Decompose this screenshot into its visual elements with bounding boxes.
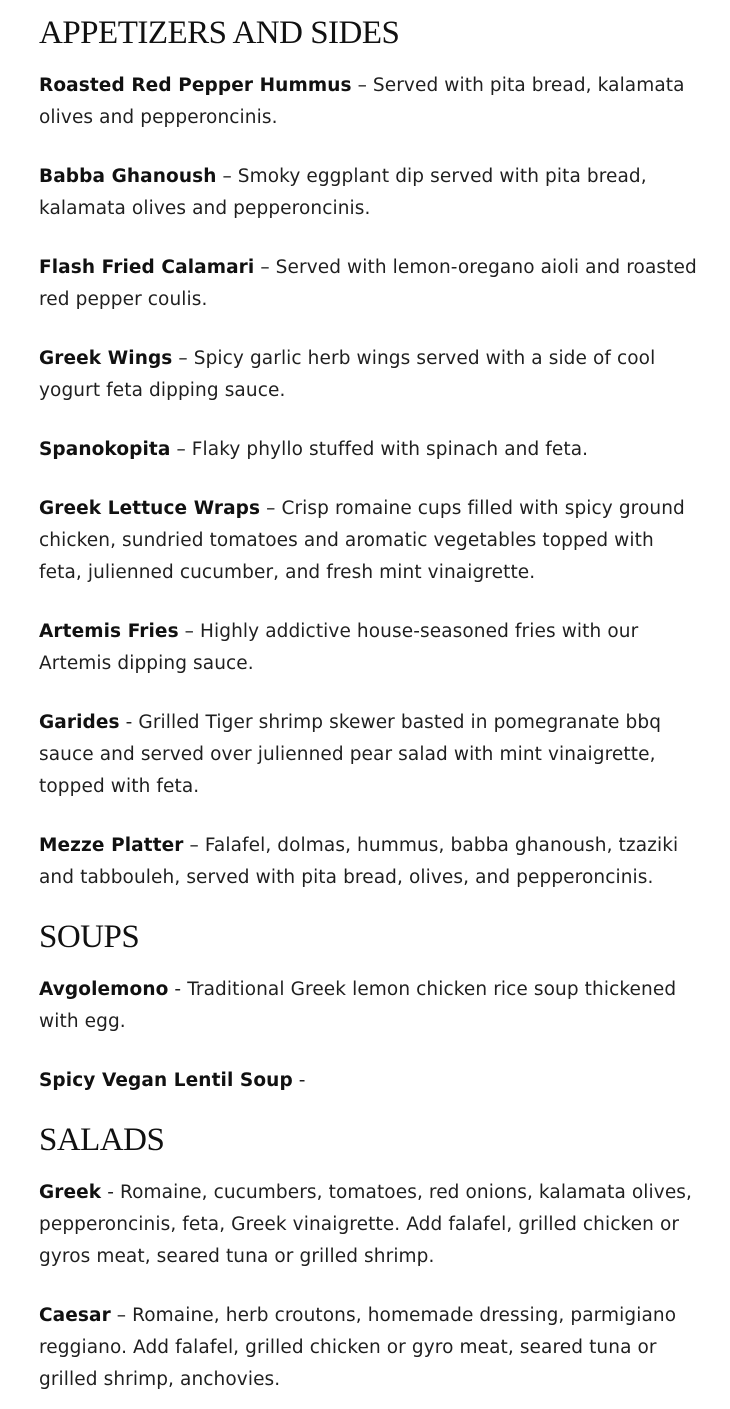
menu-item (39, 1300, 700, 1396)
menu-item (39, 493, 700, 589)
item-description: Smoky eggplant dip served with pita bread, kalamata olives and pepperoncinis. (39, 166, 647, 219)
menu-item (39, 343, 700, 407)
item-separator: – (351, 75, 373, 96)
item-description: Romaine, cucumbers, tomatoes, red onions, kalamata olives, pepperoncinis, feta, Greek vinaigrette. Add falafel, grilled chicken or gyros meat, seared tuna or grilled shrimp. (39, 1182, 693, 1267)
item-name: Avgolemono (39, 979, 169, 1000)
section-title-salads: SALADS (39, 1122, 165, 1158)
item-description: Flaky phyllo stuffed with spinach and feta. (191, 439, 589, 460)
item-name: Spicy Vegan Lentil Soup (39, 1070, 293, 1091)
item-separator: – (170, 439, 192, 460)
menu-item (39, 70, 700, 134)
item-name: Greek Wings (39, 348, 173, 369)
item-description: Romaine, herb croutons, homemade dressing, parmigiano reggiano. Add falafel, grilled chicken or gyro meat, seared tuna or grilled shrimp, anchovies. (39, 1305, 677, 1390)
section-title-appetizers: APPETIZERS AND SIDES (39, 15, 400, 51)
item-name: Garides (39, 712, 120, 733)
item-description: Highly addictive house-seasoned fries with our Artemis dipping sauce. (39, 621, 639, 674)
menu-item (39, 707, 700, 803)
item-description: Spicy garlic herb wings served with a side of cool yogurt feta dipping sauce. (39, 348, 656, 401)
soups-section (39, 918, 700, 1097)
item-name: Artemis Fries (39, 621, 179, 642)
item-name: Greek (39, 1182, 102, 1203)
appetizers-section (39, 14, 700, 894)
item-name: Roasted Red Pepper Hummus (39, 75, 352, 96)
item-separator: - (168, 979, 188, 1000)
menu-item (39, 252, 700, 316)
item-description: Traditional Greek lemon chicken rice soup thickened with egg. (39, 979, 677, 1032)
item-name: Flash Fried Calamari (39, 257, 255, 278)
item-separator: – (172, 348, 194, 369)
item-description: Crisp romaine cups filled with spicy ground chicken, sundried tomatoes and aromatic vegetables topped with feta, julienned cucumber, and fresh mint vinaigrette. (39, 498, 685, 583)
menu-item (39, 974, 700, 1038)
item-separator: - (292, 1070, 306, 1091)
item-name: Babba Ghanoush (39, 166, 217, 187)
item-separator: - (119, 712, 139, 733)
menu-item (39, 830, 700, 894)
item-description: Grilled Tiger shrimp skewer basted in pomegranate bbq sauce and served over julienned pear salad with mint vinaigrette, topped with feta. (39, 712, 662, 797)
item-description: Falafel, dolmas, hummus, babba ghanoush, tzaziki and tabbouleh, served with pita bread, olives, and pepperoncinis. (39, 835, 679, 888)
menu-item (39, 1065, 700, 1097)
item-separator: – (110, 1305, 133, 1326)
item-separator: - (101, 1182, 120, 1203)
item-separator: – (178, 621, 200, 642)
item-name: Caesar (39, 1305, 111, 1326)
section-title-soups: SOUPS (39, 919, 140, 955)
item-name: Greek Lettuce Wraps (39, 498, 261, 519)
menu-item (39, 1177, 700, 1273)
salads-section (39, 1121, 700, 1396)
menu-item (39, 434, 700, 466)
item-separator: – (183, 835, 205, 856)
item-separator: – (254, 257, 276, 278)
menu-item (39, 616, 700, 680)
item-description: Served with lemon-oregano aioli and roasted red pepper coulis. (39, 257, 697, 310)
item-separator: – (260, 498, 282, 519)
item-separator: – (216, 166, 238, 187)
item-name: Spanokopita (39, 439, 171, 460)
menu-item (39, 161, 700, 225)
item-description: Served with pita bread, kalamata olives and pepperoncinis. (39, 75, 685, 128)
item-name: Mezze Platter (39, 835, 184, 856)
